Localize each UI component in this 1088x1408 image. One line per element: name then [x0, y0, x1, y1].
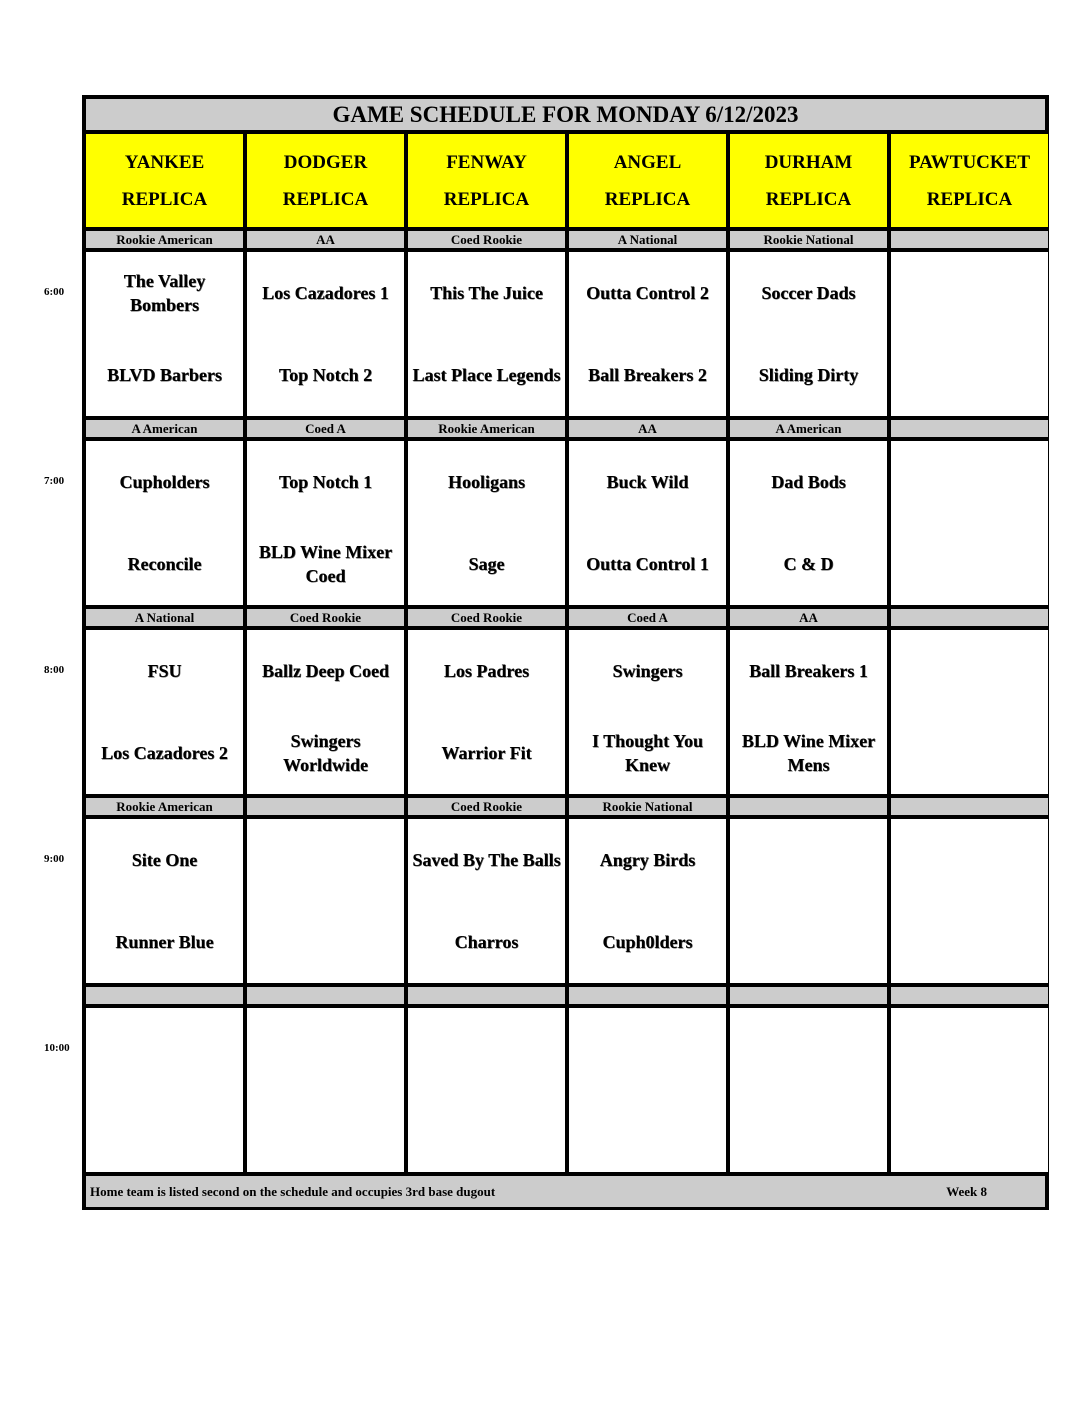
division-label: [86, 987, 243, 1004]
division-label: AA: [247, 231, 404, 248]
division-label: Coed Rookie: [408, 798, 565, 815]
game-cell: [86, 630, 243, 794]
field-header: [891, 134, 1048, 227]
away-team: [247, 819, 404, 901]
division-label: [408, 987, 565, 1004]
game-cell: [569, 819, 726, 983]
home-team: [891, 523, 1048, 605]
time-label: 7:00: [44, 475, 65, 487]
division-label: Rookie National: [730, 231, 887, 248]
away-team: [730, 819, 887, 901]
game-cell: [891, 441, 1048, 605]
game-cell: [247, 252, 404, 416]
game-cell: [891, 819, 1048, 983]
game-cell: [86, 252, 243, 416]
away-team: Hooligans: [447, 472, 526, 492]
away-team: [569, 1008, 726, 1090]
game-cell: [569, 252, 726, 416]
division-label: Coed A: [247, 420, 404, 437]
away-team: Ball Breakers 1: [749, 661, 868, 681]
home-team: [569, 1090, 726, 1172]
division-label: Coed A: [569, 609, 726, 626]
division-label: [891, 609, 1048, 626]
home-team: [408, 1090, 565, 1172]
away-team: [86, 1008, 243, 1090]
field-header: [247, 134, 404, 227]
field-name: FENWAY: [446, 151, 527, 173]
away-team: Angry Birds: [599, 850, 696, 870]
division-label: Coed Rookie: [247, 609, 404, 626]
division-label: A National: [569, 231, 726, 248]
time-label: 9:00: [44, 853, 65, 865]
away-team: [891, 252, 1048, 334]
home-team-note: Home team is listed second on the schedule and occupies 3rd base dugout: [90, 1183, 496, 1199]
game-cell: [408, 630, 565, 794]
division-label: [891, 231, 1048, 248]
away-team: [891, 630, 1048, 712]
home-team: Warrior Fit: [441, 743, 532, 763]
game-cell: [247, 630, 404, 794]
away-team: Ballz Deep Coed: [262, 661, 389, 681]
game-cell: [730, 252, 887, 416]
division-label: [569, 987, 726, 1004]
game-cell: [247, 441, 404, 605]
home-team: Outta Control 1: [586, 554, 709, 574]
away-team: FSU: [147, 661, 182, 681]
home-team: [247, 901, 404, 983]
away-team: [730, 1008, 887, 1090]
division-label: Coed Rookie: [408, 231, 565, 248]
field-name: YANKEE: [124, 151, 205, 173]
field-name: PAWTUCKET: [908, 151, 1031, 173]
field-subtitle: REPLICA: [926, 188, 1013, 210]
home-team: [730, 901, 887, 983]
home-team: Los Cazadores 2: [101, 743, 228, 763]
game-cell: [408, 819, 565, 983]
division-label: Rookie American: [408, 420, 565, 437]
field-subtitle: REPLICA: [765, 188, 852, 210]
away-team: Outta Control 2: [586, 283, 709, 303]
field-subtitle: REPLICA: [282, 188, 369, 210]
division-label: [247, 798, 404, 815]
home-team: [891, 712, 1048, 794]
game-cell: [86, 1008, 243, 1172]
game-cell: [408, 1008, 565, 1172]
division-label: A National: [86, 609, 243, 626]
away-team: This The Juice: [430, 283, 543, 303]
game-cell: [569, 1008, 726, 1172]
division-label: [730, 987, 887, 1004]
game-cell: [730, 819, 887, 983]
division-label: A American: [730, 420, 887, 437]
game-cell: [891, 252, 1048, 416]
game-cell: [569, 630, 726, 794]
away-team: Los Cazadores 1: [262, 283, 389, 303]
home-team: Sliding Dirty: [758, 365, 859, 385]
game-cell: [730, 1008, 887, 1172]
division-label: A American: [86, 420, 243, 437]
home-team: Charros: [454, 932, 519, 952]
division-label: [891, 987, 1048, 1004]
away-team: The Valley Bombers: [123, 271, 206, 315]
game-cell: [730, 441, 887, 605]
time-label: 8:00: [44, 664, 65, 676]
home-team: [891, 334, 1048, 416]
field-subtitle: REPLICA: [121, 188, 208, 210]
game-cell: [247, 1008, 404, 1172]
field-header: [86, 134, 243, 227]
field-header: [730, 134, 887, 227]
away-team: Los Padres: [443, 661, 530, 681]
away-team: Site One: [131, 850, 198, 870]
home-team: Cuph0lders: [602, 932, 693, 952]
away-team: Dad Bods: [771, 472, 846, 492]
home-team: BLVD Barbers: [107, 365, 222, 385]
game-cell: [891, 630, 1048, 794]
home-team: [891, 1090, 1048, 1172]
game-cell: [86, 441, 243, 605]
away-team: [891, 819, 1048, 901]
home-team: Ball Breakers 2: [588, 365, 707, 385]
division-label: Rookie American: [86, 231, 243, 248]
game-cell: [408, 441, 565, 605]
away-team: [891, 1008, 1048, 1090]
division-label: [247, 987, 404, 1004]
field-name: ANGEL: [613, 151, 682, 173]
away-team: Swingers: [612, 661, 683, 681]
home-team: Runner Blue: [115, 932, 214, 952]
schedule-footer: [86, 1176, 1045, 1207]
game-cell: [730, 630, 887, 794]
home-team: [86, 1090, 243, 1172]
home-team: I Thought You Knew: [591, 731, 704, 775]
field-subtitle: REPLICA: [443, 188, 530, 210]
home-team: Swingers Worldwide: [282, 731, 368, 775]
division-label: Rookie National: [569, 798, 726, 815]
division-label: AA: [730, 609, 887, 626]
game-cell: [408, 252, 565, 416]
schedule-title: GAME SCHEDULE FOR MONDAY 6/12/2023: [86, 99, 1045, 130]
home-team: [730, 1090, 887, 1172]
game-cell: [247, 819, 404, 983]
home-team: Last Place Legends: [412, 365, 561, 385]
home-team: BLD Wine Mixer Mens: [741, 731, 876, 775]
away-team: Top Notch 1: [278, 472, 373, 492]
time-label: 6:00: [44, 286, 65, 298]
game-cell: [86, 819, 243, 983]
away-team: Buck Wild: [606, 472, 689, 492]
division-label: Coed Rookie: [408, 609, 565, 626]
field-name: DURHAM: [764, 151, 853, 173]
division-label: Rookie American: [86, 798, 243, 815]
away-team: Saved By The Balls: [412, 850, 561, 870]
game-cell: [891, 1008, 1048, 1172]
time-label: 10:00: [44, 1042, 70, 1054]
home-team: Sage: [468, 554, 505, 574]
home-team: C & D: [783, 554, 834, 574]
division-label: [891, 420, 1048, 437]
schedule-table: [82, 95, 1049, 1210]
home-team: Top Notch 2: [278, 365, 373, 385]
home-team: [891, 901, 1048, 983]
week-label: Week 8: [946, 1183, 987, 1199]
away-team: Cupholders: [119, 472, 210, 492]
home-team: [247, 1090, 404, 1172]
home-team: BLD Wine Mixer Coed: [258, 542, 393, 586]
game-cell: [569, 441, 726, 605]
division-label: AA: [569, 420, 726, 437]
home-team: Reconcile: [127, 554, 202, 574]
away-team: [247, 1008, 404, 1090]
field-header: [569, 134, 726, 227]
field-header: [408, 134, 565, 227]
division-label: [730, 798, 887, 815]
away-team: [891, 441, 1048, 523]
field-name: DODGER: [283, 151, 368, 173]
division-label: [891, 798, 1048, 815]
away-team: Soccer Dads: [761, 283, 856, 303]
field-subtitle: REPLICA: [604, 188, 691, 210]
away-team: [408, 1008, 565, 1090]
